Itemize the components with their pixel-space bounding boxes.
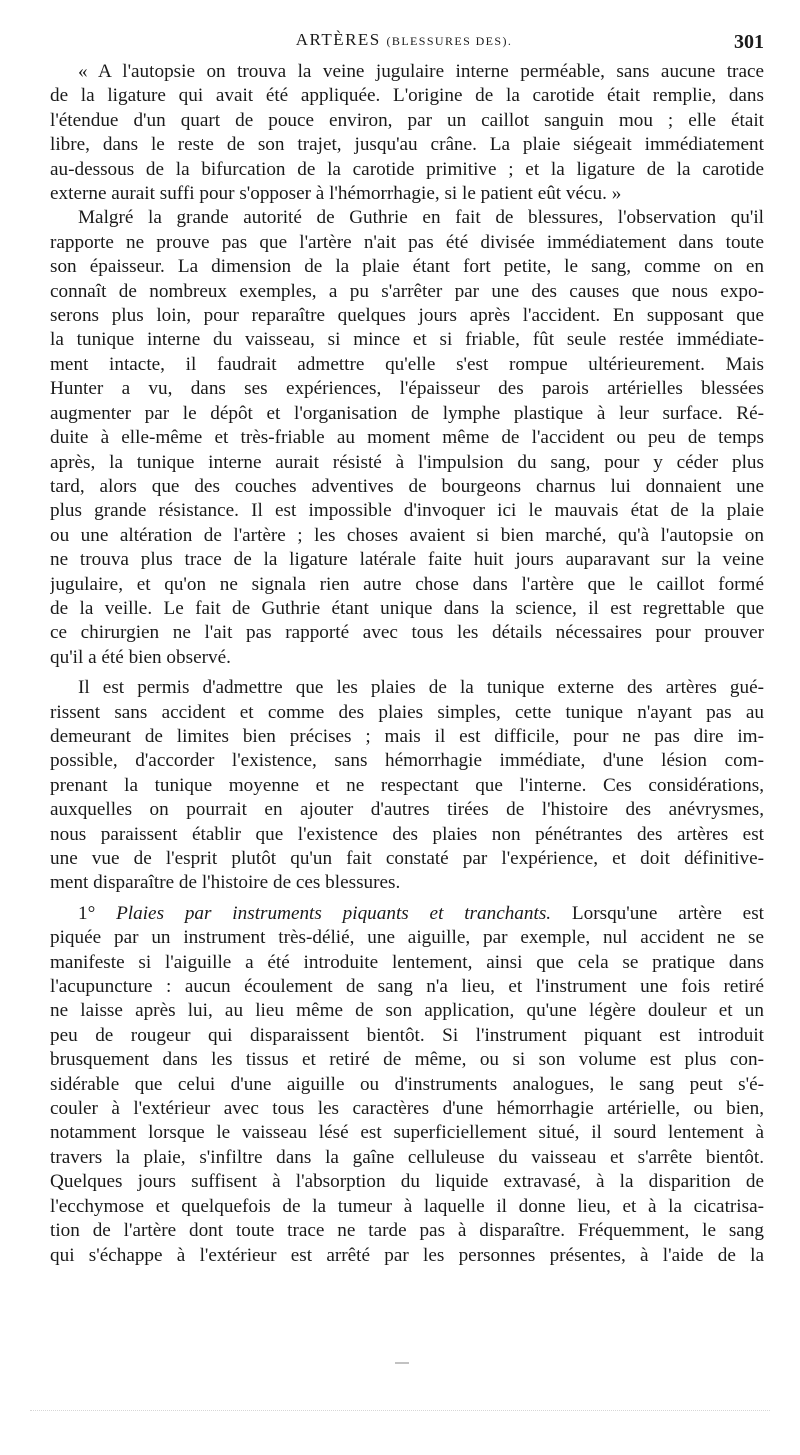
text-line: piquée par un instrument très-délié, une aiguille, par exemple, nul accident ne se xyxy=(50,927,764,949)
body-text xyxy=(50,60,764,1268)
paragraph-guthrie xyxy=(50,206,764,670)
scan-footer-noise xyxy=(30,1410,770,1423)
text-line: couler à l'extérieur avec tous les caractères d'une hémorrhagie artérielle, ou bien, xyxy=(50,1098,764,1120)
text-line: duite à elle-même et très-friable au moment même de l'accident ou peu de temps xyxy=(50,427,764,449)
text-line: possible, d'accorder l'existence, sans hémorrhagie immédiate, d'une lésion com- xyxy=(50,750,764,772)
text-line: Hunter a vu, dans ses expériences, l'épaisseur des parois artérielles blessées xyxy=(50,378,764,400)
text-line: plus grande résistance. Il est impossible d'invoquer ici le mauvais état de la plaie xyxy=(50,500,764,522)
text-line: qu'il a été bien observé. xyxy=(50,646,231,668)
text-line: connaît de nombreux exemples, a pu s'arrêter par une des causes que nous expo- xyxy=(50,280,764,302)
text-line: manifeste si l'aiguille a été introduite lentement, ainsi que cela se pratique dans xyxy=(50,951,764,973)
page-number: 301 xyxy=(734,31,764,53)
text-line: ne trouva plus trace de la ligature latérale faite huit jours auparavant sur la veine xyxy=(50,549,764,571)
text-line: son épaisseur. La dimension de la plaie étant fort petite, le sang, comme on en xyxy=(50,256,764,278)
text-line: augmenter par le dépôt et l'organisation de lymphe plastique à leur surface. Ré- xyxy=(50,402,764,424)
text-line: l'étendue d'un quart de pouce environ, par un caillot sanguin mou ; elle était xyxy=(50,109,764,131)
text-line: ou une altération de l'artère ; les choses avaient si bien marché, qu'à l'autopsie on xyxy=(50,524,764,546)
text-line: jugulaire, et qu'on ne signala rien autre chose dans l'artère que le caillot formé xyxy=(50,573,764,595)
text-line: rissent sans accident et comme des plaies simples, cette tunique n'ayant pas au xyxy=(50,701,764,723)
text-line: une vue de l'esprit plutôt qu'un fait constaté par l'expérience, et doit définitive- xyxy=(50,848,764,869)
section-heading: Plaies par instruments piquants et tranchants. xyxy=(116,902,552,924)
text-line: nous paraissent établir que l'existence des plaies non pénétrantes des artères est xyxy=(50,823,764,845)
text-line: ce chirurgien ne l'ait pas rapporté avec tous les détails nécessaires pour prouver xyxy=(50,622,764,644)
text-line: Malgré la grande autorité de Guthrie en fait de blessures, l'observation qu'il xyxy=(78,207,764,229)
text-line: demeurant de limites bien précises ; mais il est difficile, pour ne pas dire im- xyxy=(50,725,764,747)
text-line: brusquement dans les tissus et retiré de même, ou si son volume est plus con- xyxy=(50,1049,764,1071)
text-line: rapporte ne prouve pas que l'artère n'ait pas été divisée immédiatement dans toute xyxy=(50,231,764,253)
text-line: après, la tunique interne aurait résisté à l'impulsion du sang, pour y céder plus xyxy=(50,451,764,473)
text-line: sidérable que celui d'une aiguille ou d'instruments analogues, le sang peut s'é- xyxy=(50,1073,764,1095)
text-line: de la veille. Le fait de Guthrie étant unique dans la science, il est regrettable que xyxy=(50,597,764,619)
text-line: tion de l'artère dont toute trace ne tarde pas à disparaître. Fréquemment, le sang xyxy=(50,1220,764,1242)
text-line: « A l'autopsie on trouva la veine jugulaire interne perméable, sans aucune trace xyxy=(78,61,764,82)
section-number: 1° xyxy=(78,902,117,924)
text-line: prenant la tunique moyenne et ne respectant que l'interne. Ces considérations, xyxy=(50,774,764,796)
text-line: au-dessous de la bifurcation de la carotide primitive ; et la ligature de la carotide xyxy=(50,158,764,180)
text-line: Quelques jours suffisent à l'absorption du liquide extravasé, à la disparition de xyxy=(50,1171,764,1193)
text-line: la tunique interne du vaisseau, si mince et si friable, fût seule restée immédiate- xyxy=(50,329,764,351)
text-line: ne laisse après lui, au lieu même de son application, qu'une légère douleur et un xyxy=(50,1000,764,1022)
text-line: Il est permis d'admettre que les plaies de la tunique externe des artères gué- xyxy=(78,677,764,699)
text-line: de la ligature qui avait été appliquée. L'origine de la carotide était remplie, dans xyxy=(50,85,764,107)
text-line: notamment lorsque le vaisseau lésé est superficiellement situé, il sourd lentement à xyxy=(50,1122,764,1144)
text-line: libre, dans le reste de son trajet, jusqu'au crâne. La plaie siégeait immédiatement xyxy=(50,134,764,156)
running-title-sub: (BLESSURES DES). xyxy=(386,34,513,48)
paragraph-quote xyxy=(50,60,764,206)
running-head xyxy=(44,30,764,58)
text-line: travers la plaie, s'infiltre dans la gaîne celluleuse du vaisseau et s'arrête bientôt. xyxy=(50,1146,764,1168)
text-line: tard, alors que des couches adventives de bourgeons charnus lui donnaient une xyxy=(50,475,764,497)
paragraph-tunique-externe xyxy=(50,676,764,896)
running-title xyxy=(44,30,764,50)
scan-mark xyxy=(395,1362,409,1364)
text-line: peu de rougeur qui disparaissent bientôt. Si l'instrument piquant est introduit xyxy=(50,1024,764,1046)
section-heading-continuation: Lorsqu'une artère est xyxy=(551,902,764,924)
text-line: l'acupuncture : aucun écoulement de sang n'a lieu, et l'instrument une fois retiré xyxy=(50,976,764,998)
text-line: externe aurait suffi pour s'opposer à l'hémorrhagie, si le patient eût vécu. » xyxy=(50,183,622,205)
text-line: l'ecchymose et quelquefois de la tumeur à laquelle il donne lieu, et à la cicatrisa- xyxy=(50,1195,764,1217)
text-line: serons plus loin, pour reparaître quelques jours après l'accident. En supposant que xyxy=(50,305,764,327)
text-line: ment intacte, il faudrait admettre qu'elle s'est rompue ultérieurement. Mais xyxy=(50,353,764,375)
text-line: auxquelles on pourrait en ajouter d'autres tirées de l'histoire des anévrysmes, xyxy=(50,799,764,821)
text-line: qui s'échappe à l'extérieur est arrêté par les personnes présentes, à l'aide de la xyxy=(50,1244,764,1266)
section-heading-line xyxy=(50,902,764,926)
running-title-main: ARTÈRES xyxy=(295,30,381,49)
text-line: ment disparaître de l'histoire de ces blessures. xyxy=(50,872,401,894)
paragraph-plaies-piquantes xyxy=(50,902,764,1268)
